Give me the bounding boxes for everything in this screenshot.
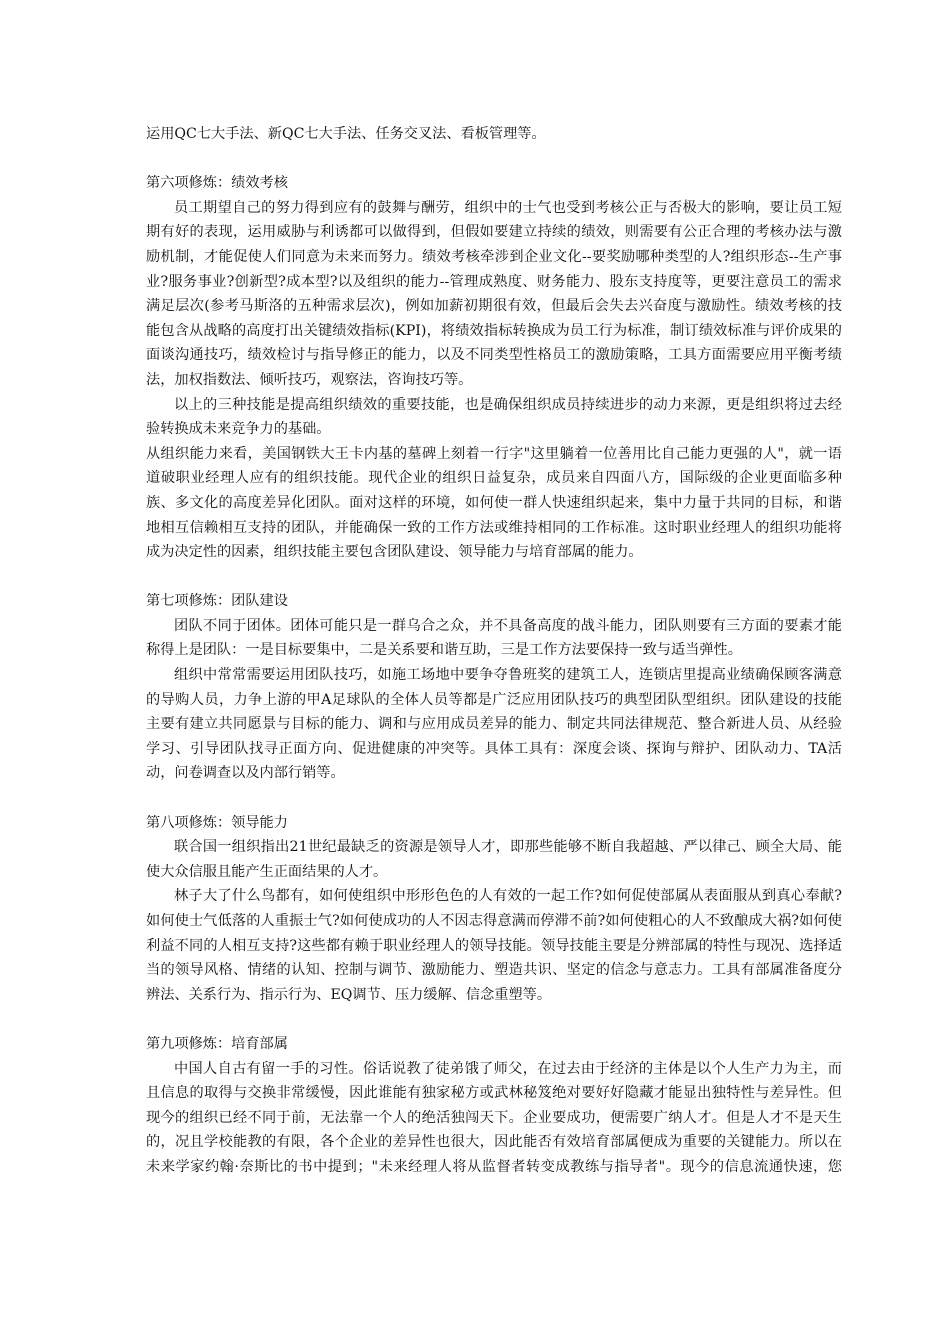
text-line: 面谈沟通技巧，绩效检讨与指导修正的能力，以及不同类型性格员工的激励策略，工具方面需要应用平衡考绩 xyxy=(146,347,842,364)
section6-paragraph-2 xyxy=(146,393,842,442)
section8-paragraph-2 xyxy=(146,884,842,1007)
text-line: 法，加权指数法、倾听技巧，观察法，咨询技巧等。 xyxy=(146,371,473,388)
text-line: 的导购人员，力争上游的甲A足球队的全体人员等都是广泛应用团队技巧的典型团队型组织。团队建设的技能 xyxy=(146,691,842,708)
text-line: 学习、引导团队找寻正面方向、促进健康的冲突等。具体工具有：深度会谈、探询与辩护、团队动力、TA活 xyxy=(146,740,842,757)
text-line: 中国人自古有留一手的习性。俗话说教了徒弟饿了师父，在过去由于经济的主体是以个人生产力为主，而 xyxy=(174,1060,842,1077)
text-line: 林子大了什么鸟都有，如何使组织中形形色色的人有效的一起工作?如何促使部属从表面服从到真心奉献? xyxy=(174,888,842,905)
text-line: 成为决定性的因素，组织技能主要包含团队建设、领导能力与培育部属的能力。 xyxy=(146,544,643,561)
text-line: 励机制，才能促使人们同意为未来而努力。绩效考核牵涉到企业文化--要奖励哪种类型的人?组织形态--生产事 xyxy=(146,248,842,265)
section7-paragraph-2 xyxy=(146,663,842,786)
section6-paragraph-1 xyxy=(146,196,842,393)
section9-paragraph-1 xyxy=(146,1057,842,1180)
text-line: 动，问卷调查以及内部行销等。 xyxy=(146,765,345,782)
text-line: 利益不同的人相互支持?这些都有赖于职业经理人的领导技能。领导技能主要是分辨部属的特性与现况、选择适 xyxy=(146,937,842,954)
paragraph-gap xyxy=(146,147,842,172)
text-line: 运用QC七大手法、新QC七大手法、任务交叉法、看板管理等。 xyxy=(146,126,546,142)
text-line: 员工期望自己的努力得到应有的鼓舞与酬劳，组织中的士气也受到考核公正与否极大的影响，要让员工短 xyxy=(174,199,842,216)
text-line: 族、多文化的高度差异化团队。面对这样的环境，如何使一群人快速组织起来，集中力量于共同的目标，和谐 xyxy=(146,494,842,511)
text-line: 称得上是团队：一是目标要集中，二是关系要和谐互助，三是工作方法要保持一致与适当弹性。 xyxy=(146,642,742,659)
section-heading-9: 第九项修炼：培育部属 xyxy=(146,1035,288,1052)
section8-paragraph-1 xyxy=(146,835,842,884)
text-line: 能包含从战略的高度打出关键绩效指标(KPI)，将绩效指标转换成为员工行为标准，制订绩效标准与评价成果的 xyxy=(146,322,842,339)
text-line: 道破职业经理人应有的组织技能。现代企业的组织日益复杂，成员来自四面八方，国际级的企业更面临多种 xyxy=(146,470,842,487)
text-line: 现今的组织已经不同于前，无法靠一个人的绝活独闯天下。企业要成功，便需要广纳人才。但是人才不是天生 xyxy=(146,1109,842,1126)
paragraph-gap xyxy=(146,1007,842,1032)
text-line: 业?服务事业?创新型?成本型?以及组织的能力--管理成熟度、财务能力、股东支持度等，更要注意员工的需求 xyxy=(146,273,842,290)
text-line: 的，况且学校能教的有限，各个企业的差异性也很大，因此能否有效培育部属便成为重要的关键能力。所以在 xyxy=(146,1134,842,1151)
section-heading-7: 第七项修炼：团队建设 xyxy=(146,593,288,610)
text-line: 当的领导风格、情绪的认知、控制与调节、激励能力、塑造共识、坚定的信念与意志力。工具有部属准备度分 xyxy=(146,962,842,979)
intro-paragraph xyxy=(146,122,842,147)
text-line: 使大众信服且能产生正面结果的人才。 xyxy=(146,863,388,880)
text-line: 未来学家约翰·奈斯比的书中提到；"未来经理人将从监督者转变成教练与指导者"。现今的信息流通快速，您 xyxy=(146,1158,842,1175)
text-line: 地相互信赖相互支持的团队，并能确保一致的工作方法或维持相同的工作标准。这时职业经理人的组织功能将 xyxy=(146,519,842,536)
section7-paragraph-1 xyxy=(146,614,842,663)
paragraph-gap xyxy=(146,565,842,590)
document-body xyxy=(146,122,842,1180)
section-heading-8: 第八项修炼：领导能力 xyxy=(146,814,288,831)
text-line: 验转换成未来竞争力的基础。 xyxy=(146,421,331,438)
text-line: 期有好的表现，运用威胁与利诱都可以做得到，但假如要建立持续的绩效，则需要有公正合理的考核办法与激 xyxy=(146,224,842,241)
text-line: 主要有建立共同愿景与目标的能力、调和与应用成员差异的能力、制定共同法律规范、整合新进人员、从经验 xyxy=(146,716,842,733)
text-line: 如何使士气低落的人重振士气?如何使成功的人不因志得意满而停滞不前?如何使粗心的人不致酿成大祸?如何使 xyxy=(146,913,842,929)
text-line: 满足层次(参考马斯洛的五种需求层次)，例如加薪初期很有效，但最后会失去兴奋度与激励性。绩效考核的技 xyxy=(146,298,842,315)
text-line: 从组织能力来看，美国钢铁大王卡内基的墓碑上刻着一行字"这里躺着一位善用比自己能力更强的人"，就一语 xyxy=(146,445,842,462)
text-line: 团队不同于团体。团体可能只是一群乌合之众，并不具备高度的战斗能力，团队则要有三方面的要素才能 xyxy=(174,617,842,634)
section6-paragraph-3 xyxy=(146,442,842,565)
text-line: 组织中常常需要运用团队技巧，如施工场地中要争夺鲁班奖的建筑工人，连锁店里提高业绩确保顾客满意 xyxy=(174,667,842,684)
text-line: 且信息的取得与交换非常缓慢，因此谁能有独家秘方或武林秘笈绝对要好好隐藏才能显出独特性与差异性。但 xyxy=(146,1085,842,1102)
text-line: 联合国一组织指出21世纪最缺乏的资源是领导人才，即那些能够不断自我超越、严以律己、顾全大局、能 xyxy=(174,839,842,856)
section-heading-6: 第六项修炼：绩效考核 xyxy=(146,175,288,192)
text-line: 以上的三种技能是提高组织绩效的重要技能，也是确保组织成员持续进步的动力来源，更是组织将过去经 xyxy=(174,396,842,413)
paragraph-gap xyxy=(146,786,842,811)
text-line: 辨法、关系行为、指示行为、EQ调节、压力缓解、信念重塑等。 xyxy=(146,986,552,1003)
